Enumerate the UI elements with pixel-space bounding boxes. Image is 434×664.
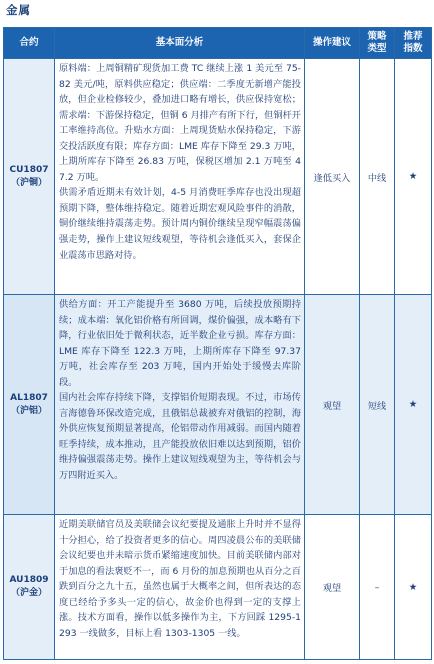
recommend-star-icon: ★ [395, 515, 432, 660]
row-copper [4, 59, 432, 295]
contract-code: AU1809 [9, 575, 49, 585]
recommend-star-icon: ★ [395, 59, 432, 295]
analysis-cell-al [55, 295, 305, 515]
contract-code: CU1807 [9, 164, 49, 175]
contract-cell-al [4, 295, 55, 515]
analysis-paragraph: 原料端：上周铜精矿现货加工费 TC 继续上涨 1 美元至 75-82 美元/吨，原料供应稳定；供应端：二季度无新增产能投放，但企业检修较少，叠加进口略有增长，供应保持宽松；需求端：下游保持稳定，但铜 6 月排产有所下行，但铜杆开工率维持高位。升贴水方面：上周现货贴水保持稳定，下游交投活跃度有限；库存方面：LME 库存下降至 29.3 万吨，上期所库存下降至 26.83 万吨，保税区增加 2.1 万吨至 47.2 万吨。 [59, 63, 301, 183]
recommend-star-icon: ★ [395, 295, 432, 515]
header-advice: 操作建议 [305, 28, 360, 59]
analysis-cell-cu [55, 59, 305, 295]
strategy-cell: 短线 [360, 295, 395, 515]
analysis-paragraph: 供给方面：开工产能提升至 3680 万吨，后续投放预期持续；成本端：氧化铝价格有所回调，煤价偏强，成本略有下降，行业依旧处于微利状态，近半数企业亏损。库存方面：LME 库存下降至 122.3 万吨，上期所库存下降至 97.37 万吨，社会库存至 203 万吨，国内开始处于缓慢去库阶段。 [59, 299, 301, 388]
header-strategy-line2: 类型 [367, 43, 387, 54]
contract-name: （沪金） [10, 588, 47, 598]
header-analysis: 基本面分析 [55, 28, 305, 59]
section-title: 金属 [6, 3, 31, 17]
contract-name: （沪铝） [10, 405, 47, 416]
header-recommend [395, 28, 432, 59]
analysis-cell-au [55, 515, 305, 660]
research-table [3, 27, 432, 660]
header-contract: 合约 [4, 28, 55, 59]
contract-name: （沪铜） [10, 177, 47, 188]
header-recommend-line2: 指数 [403, 43, 423, 54]
analysis-paragraph: 近期美联储官员及美联储会议纪要提及通胀上升时并不显得十分担心，给了投资者更多的信心。周四凌晨公布的美联储会议纪要也并未暗示货币紧缩速度加快。目前美联储内部对于加息的看法褒贬不一，而 6 月份的加息预期也从百分之百跌到百分之九十五，虽然也属于大概率之间，但所表达的态度已经给予多头一定的信心，故金价也得到一定的支撑上涨。技术方面看，操作以低多操作为主，下方回踩 1295-1293 一线做多，目标上看 1303-1305 一线。 [59, 519, 301, 639]
advice-cell: 观望 [305, 295, 360, 515]
advice-cell: 观望 [305, 515, 360, 660]
header-strategy [360, 28, 395, 59]
strategy-cell: 中线 [360, 59, 395, 295]
strategy-cell: – [360, 515, 395, 660]
row-aluminum [4, 295, 432, 515]
contract-code: AL1807 [10, 392, 48, 403]
analysis-paragraph: 国内社会库存持续下降，支撑铝价短期表现。不过，市场传言海德鲁环保改造完成，且俄铝总裁被弃对俄铝的控制，海外供应恢复预期显著提高，伦铝带动作用减弱。而国内随着旺季持续，成本推动，且产能投放依旧难以达到预期，铝价维持偏强震荡走势。操作上建议短线观望为主，等待机会与万四附近买入。 [59, 392, 301, 482]
header-row [4, 28, 432, 59]
header-strategy-line1: 策略 [367, 31, 387, 42]
row-gold [4, 515, 432, 660]
advice-cell: 逢低买入 [305, 59, 360, 295]
contract-cell-cu [4, 59, 55, 295]
header-recommend-line1: 推荐 [403, 31, 423, 42]
analysis-paragraph: 供需矛盾近期未有效计划，4-5 月消费旺季库存也没出现超预期下降，整体维持稳定。随着近期宏观风险事件的消散，铜价继续维持震荡走势。预计周内铜价继续呈现窄幅震荡偏强走势，操作上建议短线观望，等待机会逢低买入，套保企业震荡市思路对待。 [59, 187, 301, 261]
contract-cell-au [4, 515, 55, 660]
